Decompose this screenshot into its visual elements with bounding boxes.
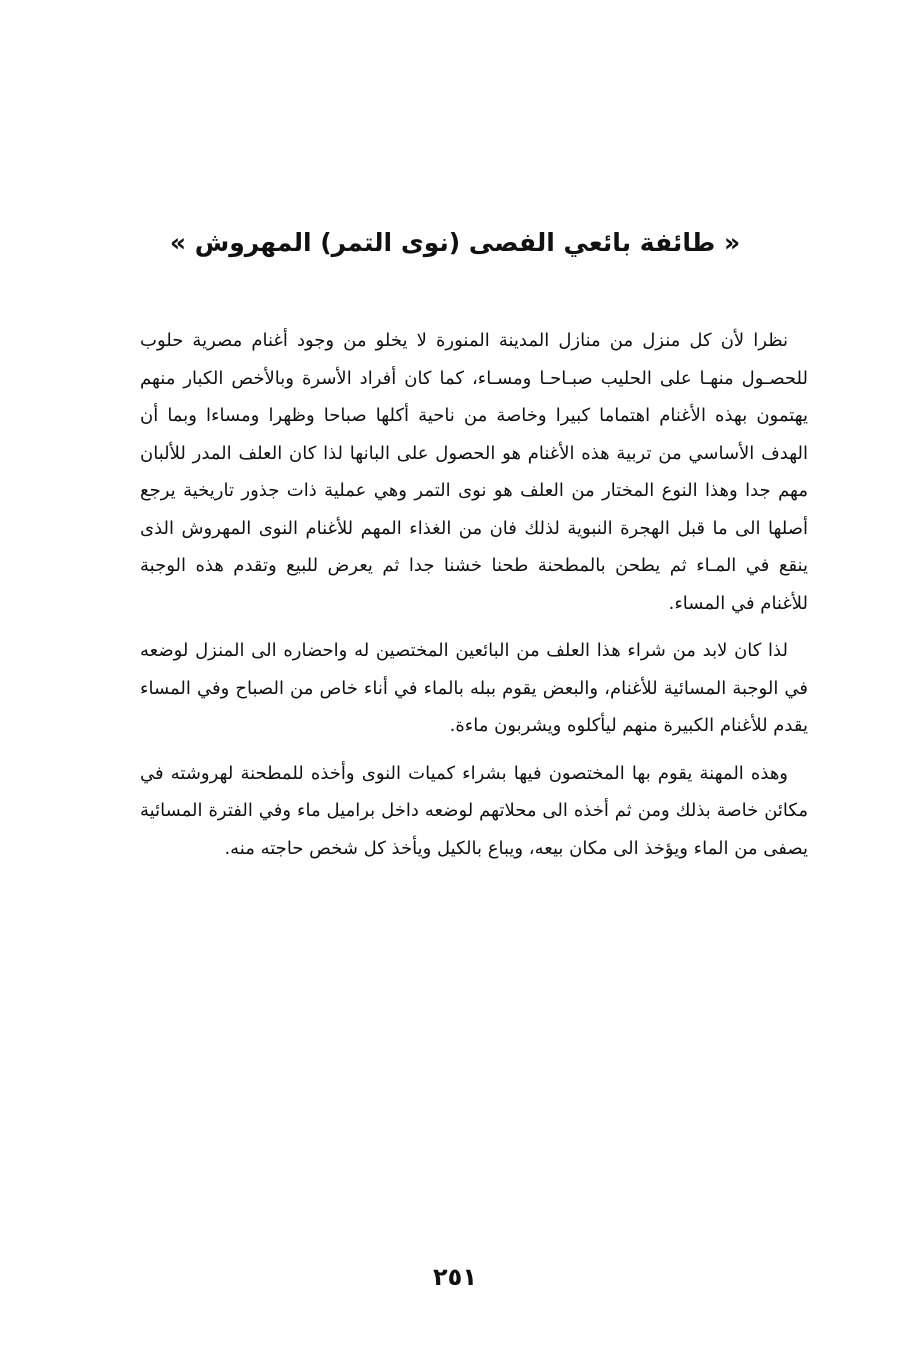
paragraph-1: نظرا لأن كل منزل من منازل المدينة المنورة لا يخلو من وجود أغنام مصرية حلوب للحصـول منهـا على الحليب صبـاحـا ومسـاء، كما كان أفراد الأسرة وبالأخص الكبار منهم يهتمون بهذه الأغنام اهتماما كبيرا وخاصة من ناحية أكلها صباحا وظهرا ومساءا وبما أن الهدف الأساسي من تربية هذه الأغنام هو الحصول على البانها لذا كان العلف المدر للألبان مهم جدا وهذا النوع المختار من العلف هو نوى التمر وهي عملية ذات جذور تاريخية يرجع أصلها الى ما قبل الهجرة النبوية لذلك فان من الغذاء المهم للأغنام النوى المهروش الذى ينقع في المـاء ثم يطحن بالمطحنة طحنا خشنا جدا ثم يعرض للبيع وتقدم هذه الوجبة للأغنام في المساء. (140, 330, 808, 614)
body-text (140, 322, 808, 877)
paragraph-2: لذا كان لابد من شراء هذا العلف من البائعين المختصين له واحضاره الى المنزل لوضعه في الوجبة المسائية للأغنام، والبعض يقوم ببله بالماء في أناء خاص من الصباح وفي المساء يقدم للأغنام الكبيرة منهم ليأكلوه ويشربون ماءة. (140, 640, 808, 736)
paragraph-3: وهذه المهنة يقوم بها المختصون فيها بشراء كميات النوى وأخذه للمطحنة لهروشته في مكائن خاصة بذلك ومن ثم أخذه الى محلاتهم لوضعه داخل براميل ماء وفي الفترة المسائية يصفى من الماء ويؤخذ الى مكان بيعه، ويباع بالكيل ويأخذ كل شخص حاجته منه. (140, 762, 808, 859)
chapter-title: « طائفة بائعي الفصى (نوى التمر) المهروش » (169, 228, 741, 257)
page-number: ٢٥١ (433, 1263, 477, 1291)
